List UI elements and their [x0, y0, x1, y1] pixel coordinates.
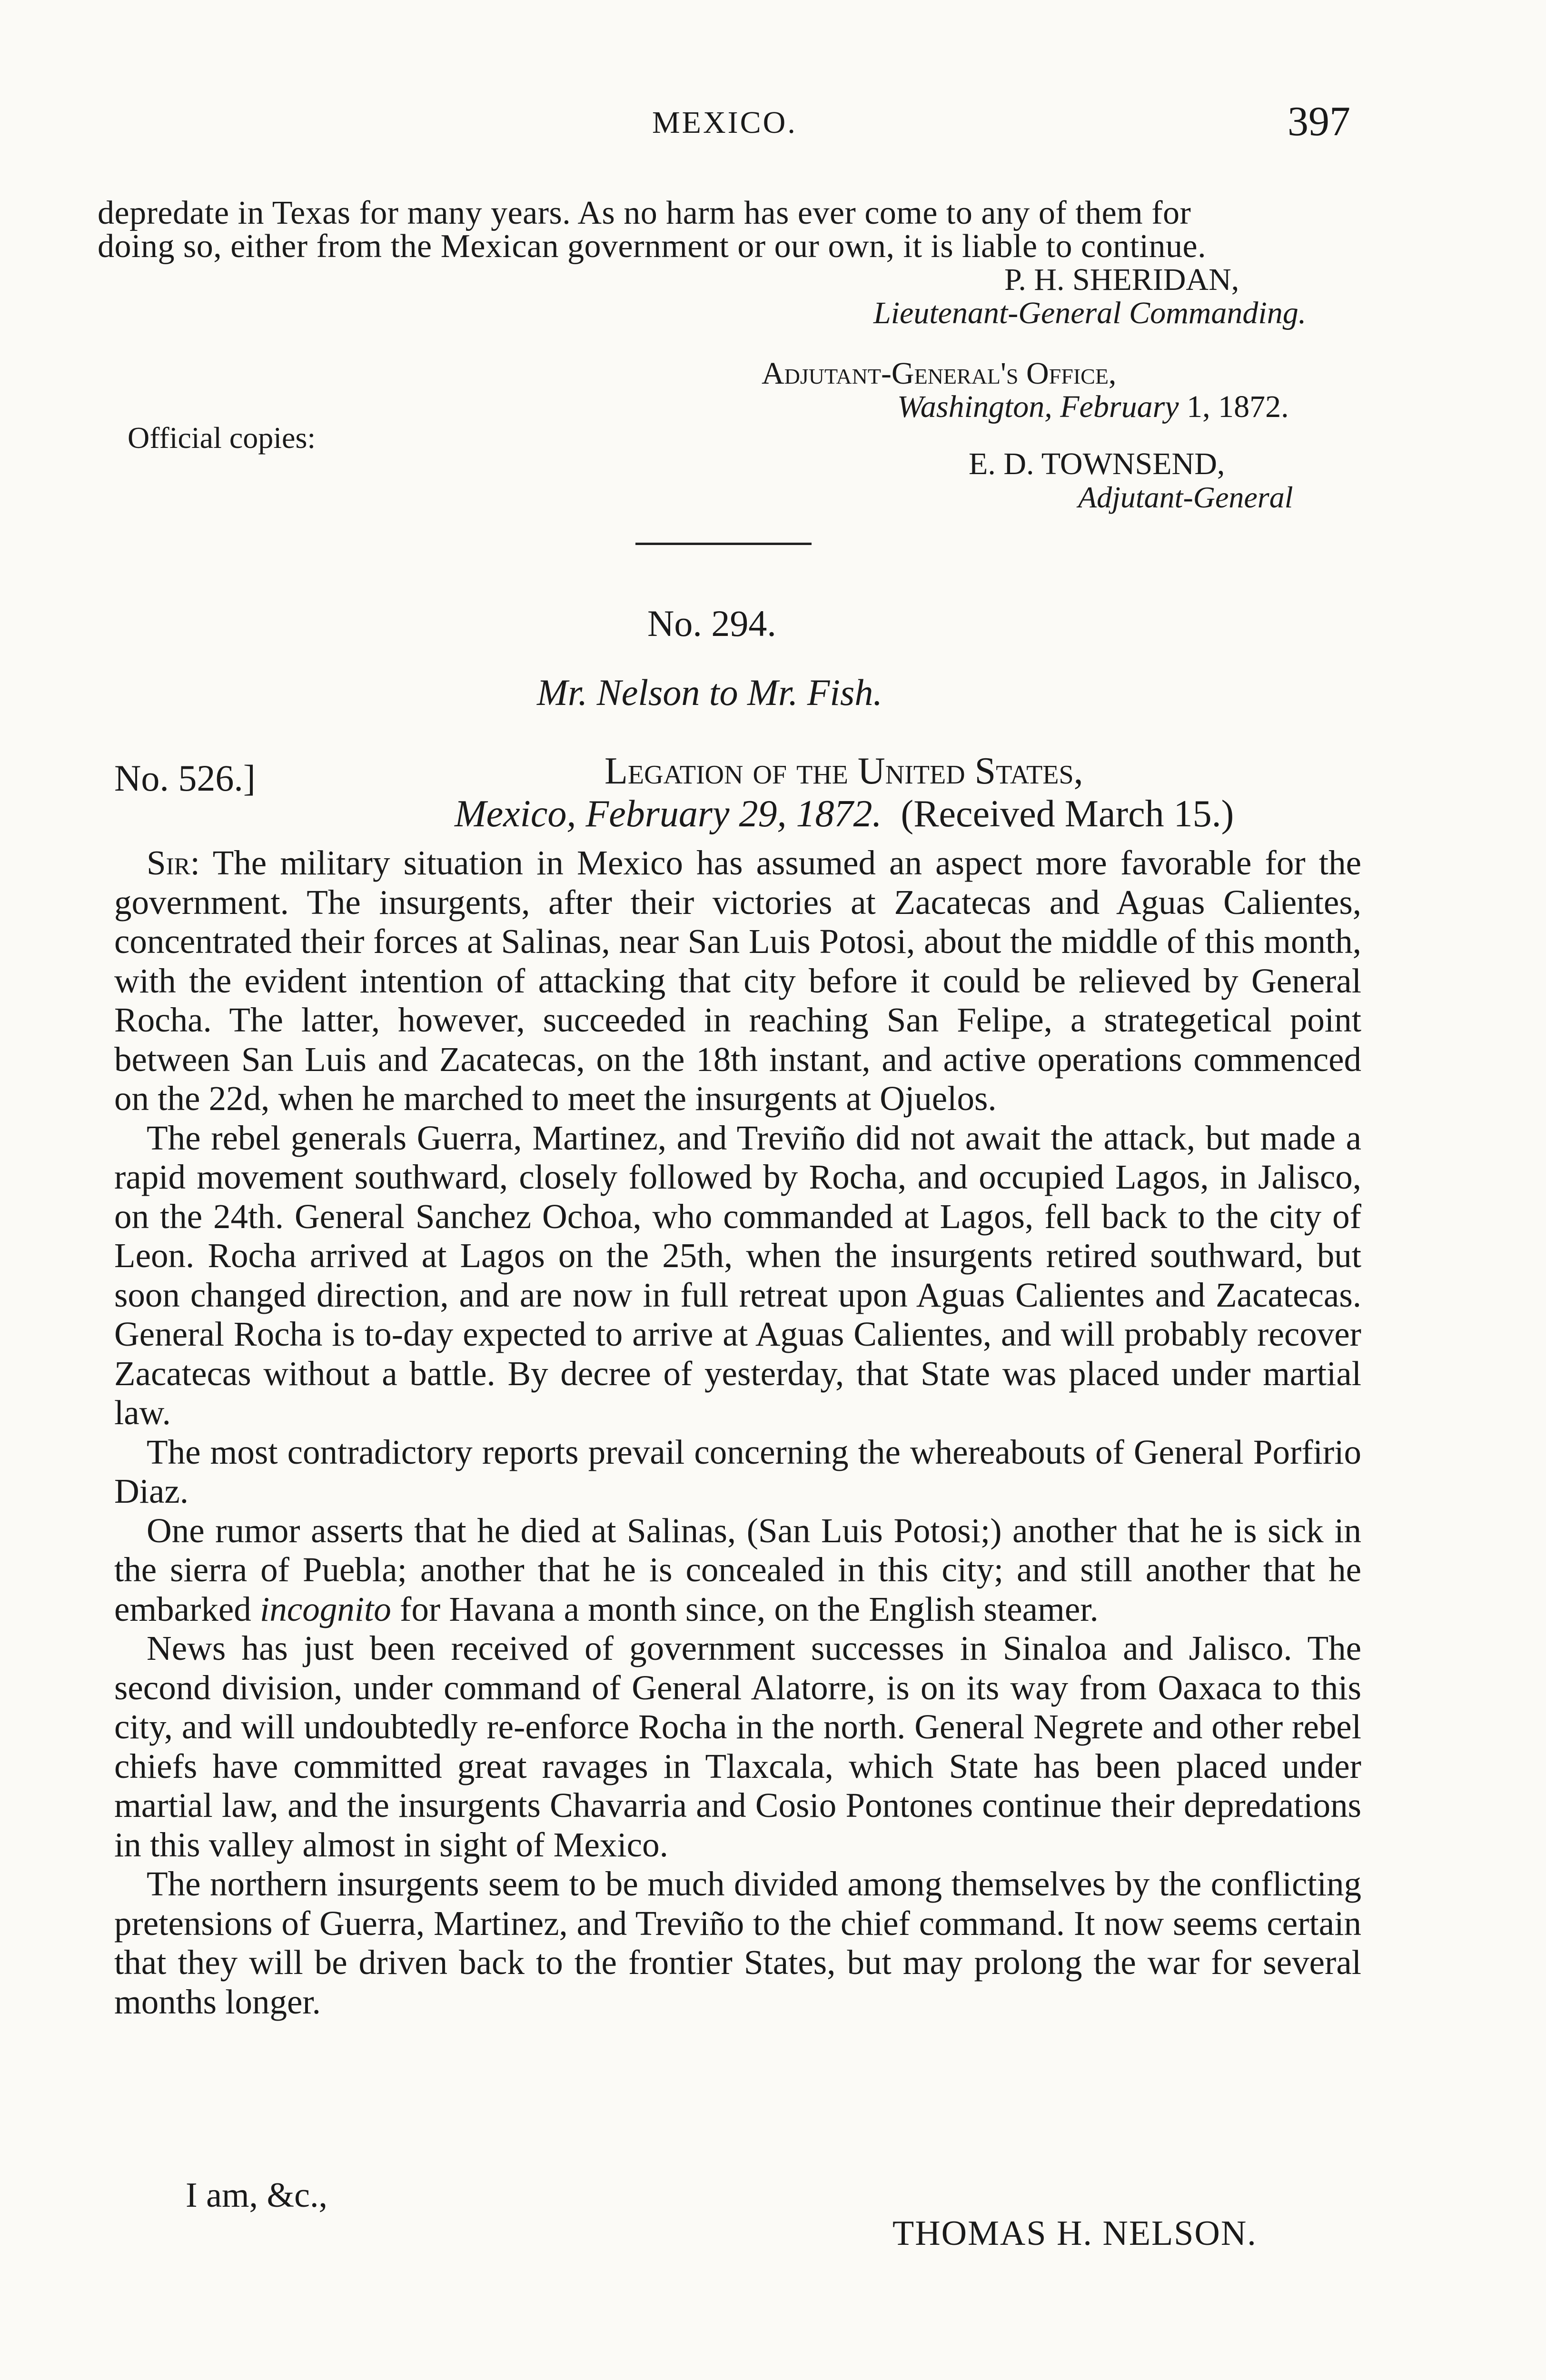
adjutant-office: Adjutant-General's Office, — [762, 356, 1117, 391]
continuation-line-1: depredate in Texas for many years. As no harm has ever come to any of them for — [98, 195, 1191, 231]
document-number: No. 294. — [647, 603, 776, 644]
page-number: 397 — [1288, 99, 1350, 145]
running-header: MEXICO. — [652, 105, 797, 140]
sheridan-signature: P. H. SHERIDAN, — [1004, 262, 1239, 297]
continuation-line-2: doing so, either from the Mexican government or our own, it is liable to continue. — [98, 228, 1207, 265]
nelson-signature: THOMAS H. NELSON. — [892, 2214, 1257, 2253]
document-heading: Mr. Nelson to Mr. Fish. — [537, 672, 882, 713]
despatch-number: No. 526.] — [114, 757, 256, 799]
incognito-word: incognito — [260, 1589, 391, 1628]
sheridan-title: Lieutenant-General Commanding. — [873, 296, 1307, 330]
office-place-date: Washington, February 1, 1872. — [897, 389, 1289, 424]
paragraph-2: The rebel generals Guerra, Martinez, and Treviño did not await the attack, but made a rapid movement southward, closely followed by Rocha, and occupied Lagos, in Jalisco, on the 24th. General Sanchez Ochoa, who commanded at Lagos, fell back to the city of Leon. Rocha arrived at Lagos on the 25th, when the insurgents retired southward, but soon changed direction, and are now in full retreat upon Aguas Calientes and Zacatecas. General Rocha is to-day expected to arrive at Aguas Calientes, and will probably recover Zacatecas without a battle. By decree of yesterday, that State was placed under martial law. — [114, 1118, 1361, 1432]
dateline-place-date: Mexico, February 29, 1872. — [455, 793, 882, 835]
received-date: (Received March 15.) — [901, 793, 1234, 835]
salutation: Sir: — [147, 843, 200, 882]
paragraph-4: One rumor asserts that he died at Salinas, (San Luis Potosi;) another that he is sick in the sierra of Puebla; another that he is concealed in this city; and still another that he embarked incognito for Havana a month since, on the English steamer. — [114, 1511, 1361, 1628]
closing: I am, &c., — [186, 2176, 327, 2215]
paragraph-6: The northern insurgents seem to be much divided among themselves by the conflicting pretensions of Guerra, Martinez, and Treviño to the chief command. It now seems certain that they will be driven back to the frontier States, but may prolong the war for several months longer. — [114, 1864, 1361, 2021]
paragraph-1: Sir: The military situation in Mexico has assumed an aspect more favorable for the government. The insurgents, after their victories at Zacatecas and Aguas Calientes, concentrated their forces at Salinas, near San Luis Potosi, about the middle of this month, with the evident intention of attacking that city before it could be relieved by General Rocha. The latter, however, succeeded in reaching San Felipe, a strategetical point between San Luis and Zacatecas, on the 18th instant, and active operations commenced on the 22d, when he marched to meet the insurgents at Ojuelos. — [114, 843, 1361, 1118]
townsend-signature: E. D. TOWNSEND, — [969, 446, 1225, 481]
townsend-title: Adjutant-General — [1078, 480, 1293, 514]
legation-line: Legation of the United States, — [605, 750, 1083, 792]
section-divider — [635, 543, 812, 545]
paragraph-5: News has just been received of government successes in Sinaloa and Jalisco. The second division, under command of General Alatorre, is on its way from Oaxaca to this city, and will undoubtedly re-enforce Rocha in the north. General Negrete and other rebel chiefs have committed great ravages in Tlaxcala, which State has been placed under martial law, and the insurgents Chavarria and Cosio Pontones continue their depredations in this valley almost in sight of Mexico. — [114, 1629, 1361, 1864]
official-copies-label: Official copies: — [128, 421, 316, 455]
dateline — [455, 793, 1234, 836]
paragraph-3: The most contradictory reports prevail concerning the whereabouts of General Porfirio Diaz. — [114, 1432, 1361, 1510]
letter-body — [114, 843, 1361, 2022]
